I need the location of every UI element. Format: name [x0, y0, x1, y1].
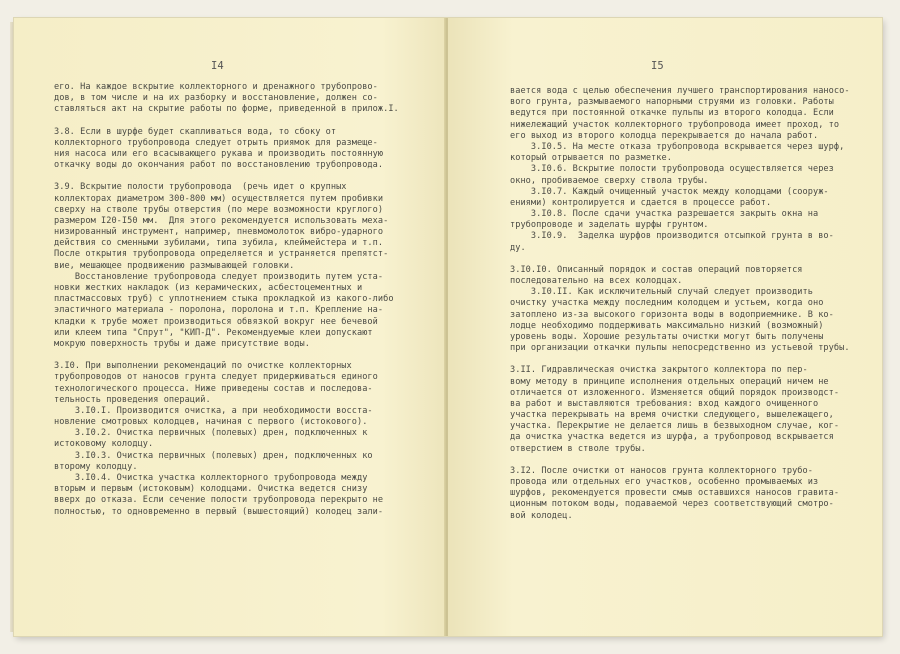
text-line: его выход из второго колодца перекрывается до начала работ.	[510, 130, 819, 141]
text-line: ведутся при постоянной откачке пульпы из второго колодца. Если	[510, 108, 834, 119]
text-line: шурфов, рекомендуется провести смыв оставшихся наносов гравита-	[510, 488, 840, 499]
text-line: 3.I0.7. Каждый очищенный участок между колодцами (сооруж-	[510, 186, 829, 197]
text-line: кладки к трубе может производиться обвязкой вокруг нее бечевой	[54, 316, 378, 327]
text-line: 3.II. Гидравлическая очистка закрытого коллектора по пер-	[510, 365, 808, 376]
text-line: сверху на стволе трубы отверстия (по мере возможности круглого)	[54, 204, 384, 215]
text-line: ния насоса или его всасывающего рукава и производить постоянную	[54, 148, 384, 159]
paragraph-gap	[510, 455, 866, 466]
text-line: отверстием в стволе трубы.	[510, 443, 646, 454]
text-line: трубопроводов от наносов грунта следует придерживаться единого	[54, 372, 378, 383]
text-line: 3.I0.II. Как исключительный случай следует производить	[510, 287, 813, 298]
text-line: коллекторах диаметром 300-800 мм) осуществляется путем пробивки	[54, 193, 384, 204]
text-line: вому методу в принципе исполнения отдельных операций ничем не	[510, 376, 829, 387]
text-line: истоковому колодцу.	[54, 439, 154, 450]
text-line: ставляться акт на скрытие работы по форме, приведенной в прилож.I.	[54, 104, 399, 115]
text-line: окно, пробиваемое сверху ствола трубы.	[510, 175, 709, 186]
text-line: вается вода с целью обеспечения лучшего транспортирования наносо-	[510, 86, 850, 96]
text-line: 3.I0.3. Очистка первичных (полевых) дрен, подключенных ко	[54, 450, 373, 461]
text-line: вторым и первым (истоковым) колодцами. Очистка ведется снизу	[54, 484, 368, 495]
text-line: 3.I2. После очистки от наносов грунта коллекторного трубо-	[510, 465, 813, 476]
text-line: пластмассовых труб) с уплотнением стыка прокладкой из какого-либо	[54, 294, 394, 305]
text-line: откачку воды до окончания работ по восстановлению трубопровода.	[54, 160, 384, 171]
text-line: После открытия трубопровода определяется и устраняется препятст-	[54, 249, 389, 260]
text-line: Восстановление трубопровода следует производить путем уста-	[54, 271, 384, 282]
text-line: затоплено из-за высокого горизонта воды в водоприемнике. В ко-	[510, 309, 834, 320]
text-line: второму колодцу.	[54, 461, 138, 472]
text-line: нижележащий участок коллекторного трубопровода имеет проход, то	[510, 119, 840, 130]
text-line: участка. Перекрытие не делается лишь в безвыходном случае, ког-	[510, 421, 840, 432]
paragraph-gap	[54, 171, 424, 182]
text-line: вверх до отказа. Если сечение полости трубопровода перекрыто не	[54, 495, 384, 506]
text-line: новки жестких накладок (из керамических, асбестоцементных и	[54, 283, 363, 293]
text-line: вие, мешающее продвижению размывающей головки.	[54, 260, 295, 271]
text-line: мокрую поверхность трубы и даже присутствие воды.	[54, 338, 310, 349]
book-spread	[14, 18, 882, 636]
text-line: ционным потоком воды, подаваемой через соответствующий смотро-	[510, 499, 834, 510]
text-line: эластичного материала - поролона, поролона и т.п. Крепление на-	[54, 305, 384, 316]
text-line: 3.I0.8. После сдачи участка разрешается закрыть окна на	[510, 209, 819, 220]
left-page-number: I4	[211, 60, 224, 72]
text-line: участка перекрывать на время очистки следующего, вышележащего,	[510, 410, 834, 421]
text-line: 3.I0.I0. Описанный порядок и состав операций повторяется	[510, 264, 803, 275]
text-line: ениями) контролируется и сдается в процессе работ.	[510, 197, 772, 208]
text-line: 3.I0.6. Вскрытие полости трубопровода осуществляется через	[510, 164, 834, 175]
text-line: лодце необходимо поддерживать максимально низкий (возможный)	[510, 320, 824, 331]
text-line: тельность проведения операций.	[54, 394, 211, 405]
text-line: да очистка участка ведется из шурфа, а трубопровод вскрывается	[510, 432, 834, 443]
text-line: или клеем типа "Спрут", "КИП-Д". Рекомендуемые клеи допускают	[54, 327, 373, 338]
text-line: отличается от изложенного. Изменяется общий порядок производст-	[510, 387, 840, 398]
paragraph-gap	[510, 254, 866, 265]
text-line: последовательно на всех колодцах.	[510, 276, 683, 286]
text-line: 3.I0.9. Заделка шурфов производится отсыпкой грунта в во-	[510, 231, 834, 242]
paragraph-gap	[54, 350, 424, 361]
paragraph-gap	[510, 354, 866, 365]
left-page	[14, 18, 446, 636]
text-line: вого грунта, размываемого напорными струями из головки. Работы	[510, 97, 834, 108]
text-line: 3.8. Если в шурфе будет скапливаться вода, то сбоку от	[54, 126, 337, 137]
text-line: низированный инструмент, например, пневмомолоток вибро-ударного	[54, 227, 384, 238]
text-line: 3.I0. При выполнении рекомендаций по очистке коллекторных	[54, 361, 352, 372]
text-line: коллекторного трубопровода следует отрыть приямок для размеще-	[54, 137, 378, 148]
right-page-text	[510, 86, 866, 522]
text-line: ва работ и выставляются требования: вход каждого очищенного	[510, 398, 819, 409]
text-line: очистку участка между последним колодцем и устьем, когда оно	[510, 298, 824, 309]
text-line: ду.	[510, 242, 526, 253]
text-line: при организации откачки пульпы непосредственно из устьевой трубы.	[510, 343, 850, 354]
text-line: новление смотровых колодцев, начиная с первого (истокового).	[54, 417, 368, 428]
text-line: 3.I0.4. Очистка участка коллекторного трубопровода между	[54, 473, 368, 483]
text-line: 3.I0.2. Очистка первичных (полевых) дрен, подключенных к	[54, 428, 368, 439]
text-line: провода или отдельных его участков, особенно промываемых из	[510, 477, 819, 487]
text-line: дов, в том числе и на их разборку и восстановление, должен со-	[54, 93, 378, 104]
text-line: уровень воды. Хорошие результаты очистки могут быть получены	[510, 331, 824, 342]
text-line: вой колодец.	[510, 510, 573, 521]
left-page-text	[54, 82, 424, 518]
text-line: который отрывается по разметке.	[510, 153, 672, 164]
text-line: технологического процесса. Ниже приведены состав и последова-	[54, 383, 373, 394]
text-line: действия со сменными зубилами, типа зубила, клеймейстера и т.п.	[54, 238, 384, 249]
text-line: полностью, то одновременно в первый (вышестоящий) колодец зали-	[54, 506, 384, 517]
paragraph-gap	[54, 116, 424, 127]
text-line: его. На каждое вскрытие коллекторного и дренажного трубопрово-	[54, 82, 378, 92]
right-page-number: I5	[651, 60, 664, 72]
text-line: 3.I0.5. На месте отказа трубопровода вскрывается через шурф,	[510, 141, 845, 152]
text-line: размером I20-I50 мм. Для этого рекомендуется использовать меха-	[54, 215, 389, 226]
text-line: 3.9. Вскрытие полости трубопровода (речь идет о крупных	[54, 182, 347, 193]
right-page	[448, 18, 882, 636]
text-line: трубопроводе и заделать шурфы грунтом.	[510, 220, 709, 231]
text-line: 3.I0.I. Производится очистка, а при необходимости восста-	[54, 405, 373, 416]
